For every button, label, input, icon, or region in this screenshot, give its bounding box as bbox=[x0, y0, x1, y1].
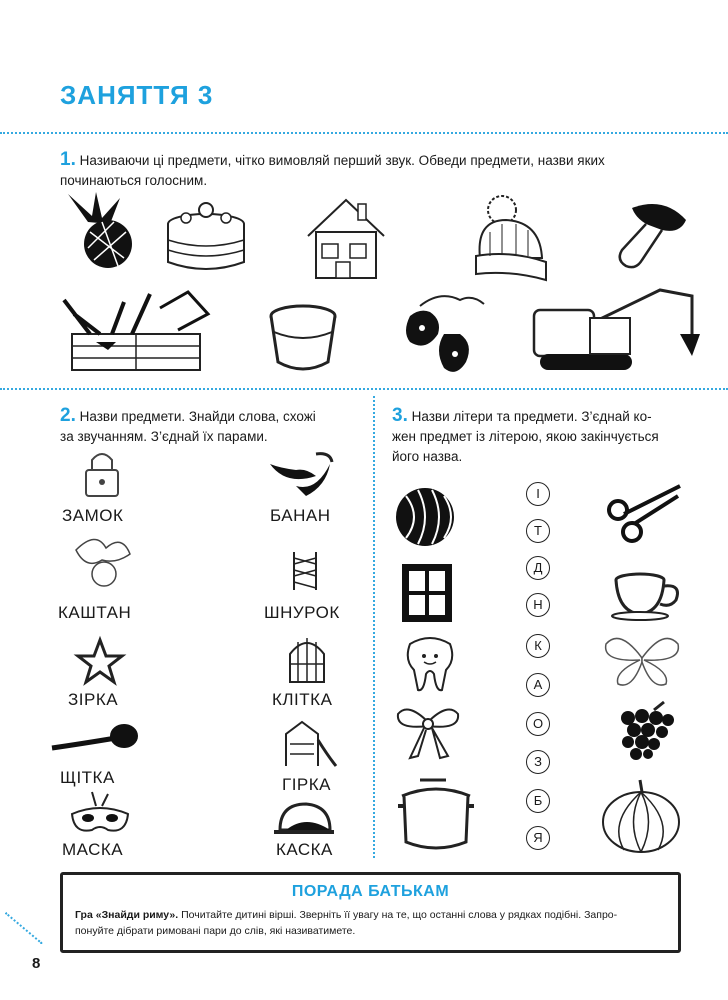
bow-icon bbox=[394, 700, 464, 762]
lesson-title: ЗАНЯТТЯ 3 bbox=[60, 80, 214, 110]
mushroom-icon bbox=[608, 198, 688, 274]
letter-circle[interactable]: Я bbox=[526, 826, 550, 850]
task1-number: 1. bbox=[60, 149, 76, 170]
divider-vertical bbox=[373, 396, 375, 858]
task2-instruction bbox=[60, 406, 360, 447]
advice-lead: Гра «Знайди риму». bbox=[75, 909, 179, 921]
saucepan-icon bbox=[396, 772, 476, 854]
letter-circle[interactable]: А bbox=[526, 673, 550, 697]
letter-circle[interactable]: Б bbox=[526, 789, 550, 813]
right-word-1: БАНАН bbox=[270, 506, 331, 525]
mask-icon bbox=[68, 790, 132, 840]
divider-top bbox=[0, 132, 728, 134]
task3-number: 3. bbox=[392, 405, 408, 426]
letter-circle[interactable]: Т bbox=[526, 519, 550, 543]
knit-hat-icon bbox=[466, 192, 552, 284]
star-icon bbox=[76, 638, 124, 684]
letter-circle[interactable]: З bbox=[526, 750, 550, 774]
right-word-2: ШНУРОК bbox=[264, 603, 340, 622]
letter-circle[interactable]: Н bbox=[526, 593, 550, 617]
tooth-icon bbox=[404, 634, 456, 694]
right-word-5: КАСКА bbox=[276, 840, 333, 859]
cup-icon bbox=[608, 568, 684, 622]
toolbox-icon bbox=[60, 290, 210, 376]
mittens-icon bbox=[400, 290, 494, 378]
parent-advice-box bbox=[60, 872, 681, 953]
decor-dots bbox=[5, 912, 43, 944]
banana-icon bbox=[266, 446, 336, 502]
advice-line2: понуйте дібрати римовані пари до слів, які називатимете. bbox=[75, 925, 356, 937]
advice-text bbox=[75, 907, 666, 939]
helmet-icon bbox=[272, 800, 336, 838]
scissors-icon bbox=[604, 480, 684, 542]
task1-text-line2: починаються голосним. bbox=[60, 173, 208, 188]
excavator-icon bbox=[530, 282, 702, 374]
birdcage-icon bbox=[286, 634, 328, 688]
task2-text-line2: за звучанням. З’єднай їх парами. bbox=[60, 429, 268, 444]
slide-icon bbox=[276, 716, 338, 768]
chestnut-icon bbox=[66, 530, 136, 592]
ball-icon bbox=[392, 486, 458, 548]
task1-text-line1: Називаючи ці предмети, чітко вимовляй перший звук. Обведи предмети, назви яких bbox=[79, 153, 605, 168]
cake-icon bbox=[162, 196, 250, 274]
divider-middle bbox=[0, 388, 728, 390]
house-icon bbox=[300, 192, 392, 284]
advice-line1: Почитайте дитині вірші. Зверніть її увагу на те, що останні слова у рядках подібні. Запро- bbox=[178, 909, 618, 921]
right-word-4: ГІРКА bbox=[282, 775, 332, 794]
pineapple-icon bbox=[58, 192, 138, 274]
left-word-5: МАСКА bbox=[62, 840, 124, 859]
right-word-3: КЛІТКА bbox=[272, 690, 333, 709]
task2-number: 2. bbox=[60, 405, 76, 426]
advice-title: ПОРАДА БАТЬКАМ bbox=[291, 883, 450, 900]
left-word-1: ЗАМОК bbox=[62, 506, 124, 525]
padlock-icon bbox=[82, 448, 122, 498]
task2-text-line1: Назви предмети. Знайди слова, схожі bbox=[79, 409, 316, 424]
pumpkin-icon bbox=[600, 776, 682, 854]
bucket-icon bbox=[266, 302, 340, 376]
letter-circle[interactable]: О bbox=[526, 712, 550, 736]
task3-text-line3: його назва. bbox=[392, 449, 463, 464]
letter-circle[interactable]: І bbox=[526, 482, 550, 506]
shoelace-icon bbox=[290, 548, 320, 594]
butterfly-icon bbox=[600, 628, 684, 690]
left-word-3: ЗІРКА bbox=[68, 690, 119, 709]
page-number: 8 bbox=[32, 955, 41, 972]
task3-instruction bbox=[392, 406, 712, 467]
window-icon bbox=[400, 562, 454, 624]
hairbrush-icon bbox=[50, 722, 142, 756]
task3-text-line2: жен предмет із літерою, якою закінчується bbox=[392, 429, 659, 444]
grapes-icon bbox=[614, 700, 674, 762]
letter-circle[interactable]: Д bbox=[526, 556, 550, 580]
left-word-4: ЩІТКА bbox=[60, 768, 115, 787]
left-word-2: КАШТАН bbox=[58, 603, 132, 622]
letter-circle[interactable]: К bbox=[526, 634, 550, 658]
task1-instruction bbox=[60, 150, 700, 191]
task3-text-line1: Назви літери та предмети. З’єднай ко- bbox=[411, 409, 652, 424]
